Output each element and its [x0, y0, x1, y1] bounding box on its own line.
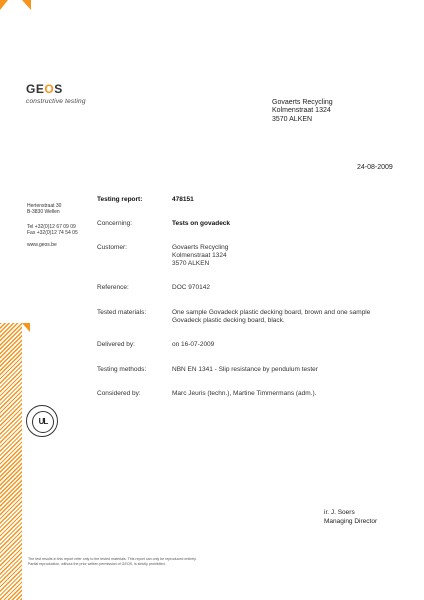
accreditation-seal [26, 405, 58, 437]
logo-tagline: constructive testing [26, 98, 86, 105]
considered-by-value: Marc Jeuris (techn.), Martine Timmermans (adm.). [172, 390, 317, 397]
testing-methods-label: Testing methods: [97, 366, 147, 373]
testing-report-label: Testing report: [97, 196, 143, 203]
recipient-line: Kolmenstraat 1324 [272, 107, 331, 115]
company-city: B-3830 Wellen [27, 209, 60, 216]
seal-mark: UL [32, 411, 54, 433]
reference-label: Reference: [97, 284, 129, 291]
customer-label: Customer: [97, 244, 127, 251]
recipient-address [272, 99, 333, 124]
signatory-name: ir. J. Soers [324, 509, 355, 516]
company-street: Hertenstraat 30 [27, 203, 62, 209]
customer-line: Kolmenstraat 1324 [172, 252, 227, 259]
company-contacts [27, 224, 78, 237]
tested-materials-value [172, 309, 392, 325]
recipient-line: 3570 ALKEN [272, 115, 313, 123]
tested-materials-label: Tested materials: [97, 309, 147, 316]
concerning-label: Concerning: [97, 220, 133, 227]
letter-date: 24-08-2009 [357, 164, 393, 171]
footer-disclaimer [28, 557, 248, 566]
materials-line: Govadeck plastic decking board, black. [172, 317, 285, 324]
footer-line: The test results in this report refer only to the tested materials. This report can only be reproduced entirely. [28, 557, 197, 561]
hatched-stripe-band [0, 323, 22, 600]
company-fax: Fax +32(0)12 74 54 05 [27, 230, 78, 237]
corner-triangle-right [22, 0, 31, 10]
testing-methods-value: NBN EN 1341 - Slip resistance by pendulum tester [172, 366, 318, 373]
company-tel: Tel +32(0)12 67 09 09 [27, 224, 76, 230]
reference-value: DOC 970142 [172, 284, 210, 291]
delivered-by-value: on 16-07-2009 [172, 341, 215, 348]
signatory-title: Managing Director [324, 518, 378, 525]
company-website: www.geos.be [27, 242, 57, 248]
company-address [27, 203, 61, 216]
considered-by-label: Considered by: [97, 390, 141, 397]
delivered-by-label: Delivered by: [97, 341, 135, 348]
recipient-line: Govaerts Recycling [272, 99, 333, 106]
materials-line: One sample Govadeck plastic decking board, brown and one sample [172, 309, 371, 316]
customer-line: 3570 ALKEN [172, 260, 210, 267]
testing-report-value: 478151 [172, 196, 194, 203]
customer-line: Govaerts Recycling [172, 244, 229, 251]
concerning-value: Tests on govadeck [172, 220, 231, 227]
corner-triangle-left [0, 0, 8, 10]
geos-logo: GEOS [26, 82, 63, 96]
footer-line: Partial reproduction, without the prior written permission of GEOS, is strictly prohibited. [28, 561, 166, 566]
customer-value [172, 244, 392, 268]
stripe-triangle [22, 323, 30, 332]
